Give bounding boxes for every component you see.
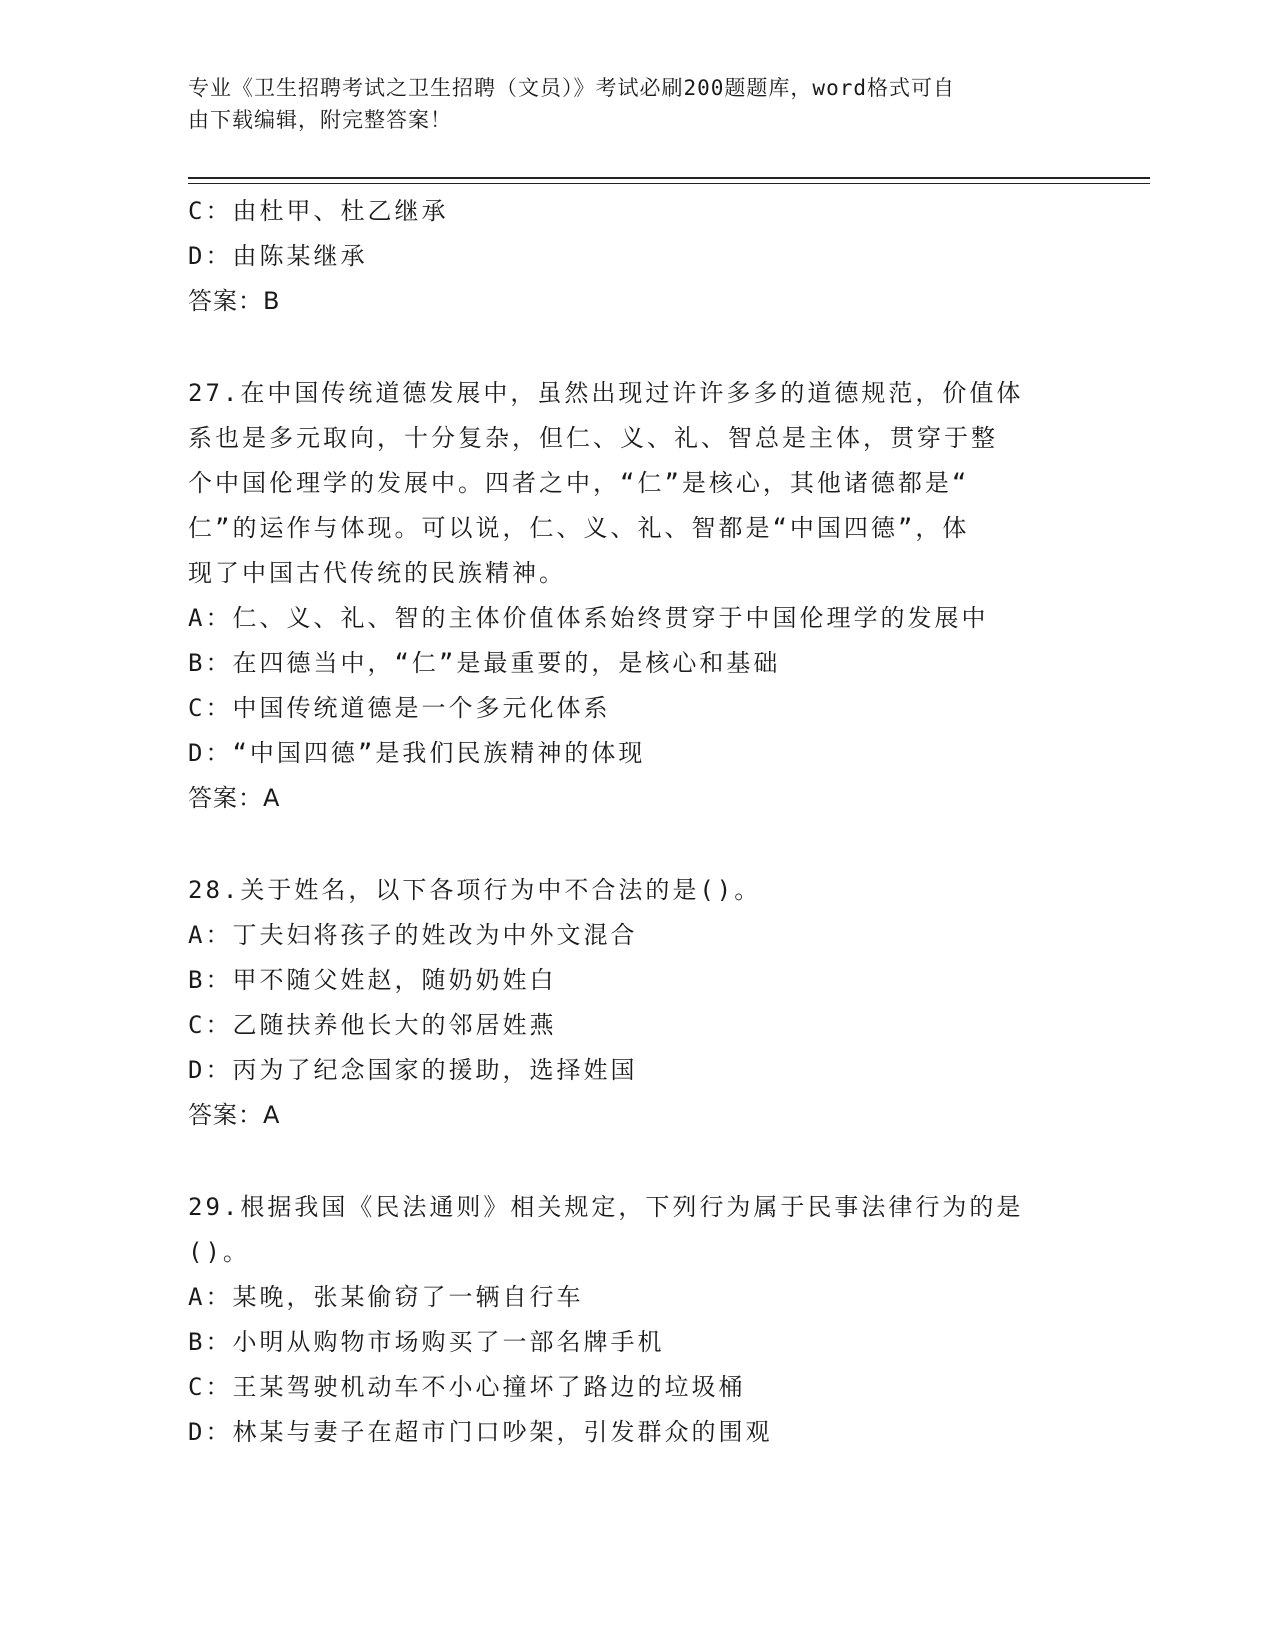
question-stem-line: 27.在中国传统道德发展中，虽然出现过许许多多的道德规范，价值体 xyxy=(188,379,1024,407)
header-line-1: 专业《卫生招聘考试之卫生招聘（文员）》考试必刷200题题库，word格式可自 xyxy=(188,76,955,100)
question-stem-line: ()。 xyxy=(188,1238,250,1266)
header-divider-thick xyxy=(188,177,1150,179)
question-stem-line: 仁”的运作与体现。可以说，仁、义、礼、智都是“中国四德”，体 xyxy=(188,514,970,542)
question-stem-line: 现了中国古代传统的民族精神。 xyxy=(188,559,566,587)
question-stem-line: 28.关于姓名，以下各项行为中不合法的是()。 xyxy=(188,876,762,904)
question-stem-line: 个中国伦理学的发展中。四者之中，“仁”是核心，其他诸德都是“ xyxy=(188,469,970,497)
answer-line: 答案：B xyxy=(188,287,281,315)
header-line-2: 由下载编辑，附完整答案！ xyxy=(188,108,452,132)
spacer xyxy=(188,821,1088,868)
spacer xyxy=(188,1138,1088,1185)
option-d: D：丙为了纪念国家的援助，选择姓国 xyxy=(188,1056,638,1084)
option-b: B：小明从购物市场购买了一部名牌手机 xyxy=(188,1328,665,1356)
question-29 xyxy=(188,1185,1088,1455)
answer-line: 答案：A xyxy=(188,784,281,812)
question-stem-line: 系也是多元取向，十分复杂，但仁、义、礼、智总是主体，贯穿于整 xyxy=(188,424,998,452)
spacer xyxy=(188,324,1088,371)
option-c: C：王某驾驶机动车不小心撞坏了路边的垃圾桶 xyxy=(188,1373,746,1401)
option-d: D：由陈某继承 xyxy=(188,242,368,270)
header-divider-thin xyxy=(188,183,1150,184)
option-a: A：丁夫妇将孩子的姓改为中外文混合 xyxy=(188,921,638,949)
question-27 xyxy=(188,371,1088,821)
document-header xyxy=(188,72,1068,136)
option-c: C：中国传统道德是一个多元化体系 xyxy=(188,694,611,722)
option-a: A：仁、义、礼、智的主体价值体系始终贯穿于中国伦理学的发展中 xyxy=(188,604,989,632)
option-b: B：在四德当中，“仁”是最重要的，是核心和基础 xyxy=(188,649,781,677)
answer-line: 答案：A xyxy=(188,1101,281,1129)
option-c: C：乙随扶养他长大的邻居姓燕 xyxy=(188,1011,557,1039)
question-28 xyxy=(188,868,1088,1138)
option-b: B：甲不随父姓赵，随奶奶姓白 xyxy=(188,966,557,994)
option-d: D：“中国四德”是我们民族精神的体现 xyxy=(188,739,646,767)
option-d: D：林某与妻子在超市门口吵架，引发群众的围观 xyxy=(188,1418,773,1446)
question-stem-line: 29.根据我国《民法通则》相关规定，下列行为属于民事法律行为的是 xyxy=(188,1193,1024,1221)
option-a: A：某晚，张某偷窃了一辆自行车 xyxy=(188,1283,584,1311)
question-content xyxy=(188,189,1088,1455)
option-c: C：由杜甲、杜乙继承 xyxy=(188,197,449,225)
question-26-tail xyxy=(188,189,1088,324)
